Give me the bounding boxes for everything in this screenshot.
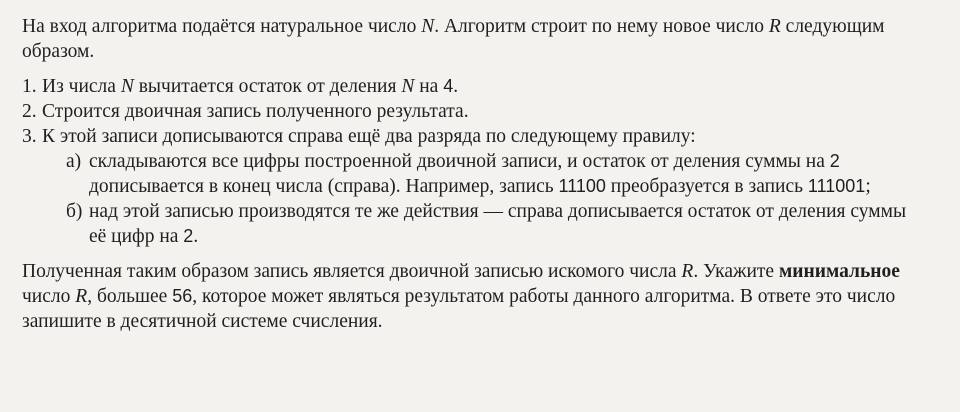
sub-step-text: . <box>193 226 199 247</box>
sub-step-text: преобразуется в запись <box>605 176 808 197</box>
algorithm-steps <box>22 74 920 249</box>
question-text: , большее <box>87 286 173 307</box>
intro-text: На вход алгоритма подаётся натуральное число <box>22 16 422 37</box>
step-text: Строится двоичная запись полученного результата. <box>42 101 469 122</box>
step-text: Из числа <box>42 76 121 97</box>
step-number: 1. <box>22 76 37 97</box>
question-text: Полученная таким образом запись является двоичной записью искомого числа <box>22 261 682 282</box>
sub-step-text: ; <box>865 176 871 197</box>
example-output: 111001 <box>807 176 866 196</box>
step-text: К этой записи дописываются справа ещё два разряда по следующему правилу: <box>42 126 696 147</box>
example-input: 11100 <box>558 176 606 196</box>
sub-step-letter: б) <box>66 201 83 222</box>
question-text: , которое может являться результатом работы данного алгоритма. В ответе это число запишите в десятичной системе счисления. <box>22 286 896 332</box>
variable-n: N <box>120 76 134 97</box>
step-number: 2. <box>22 101 37 122</box>
step-number: 3. <box>22 126 37 147</box>
sub-steps <box>42 149 920 249</box>
step-2 <box>22 99 920 124</box>
sub-step-letter: а) <box>66 151 82 172</box>
variable-n: N <box>401 76 415 97</box>
sub-step-b <box>66 199 920 249</box>
intro-text: следующим образом. <box>22 16 885 62</box>
question-text: число <box>22 286 76 307</box>
variable-r: R <box>768 16 781 37</box>
step-1 <box>22 74 920 99</box>
sub-step-a <box>66 149 920 199</box>
step-number-value: 4 <box>443 76 454 96</box>
sub-step-text: дописывается в конец числа (справа). Например, запись <box>89 176 559 197</box>
step-text: на <box>414 76 444 97</box>
threshold-number: 56 <box>172 286 193 306</box>
question-paragraph <box>22 259 920 334</box>
sub-step-text: складываются все цифры построенной двоичной записи, и остаток от деления суммы на <box>89 151 830 172</box>
variable-r: R <box>681 261 694 282</box>
step-text: вычитается остаток от деления <box>133 76 402 97</box>
intro-text: . Алгоритм строит по нему новое число <box>434 16 769 37</box>
sub-step-number: 2 <box>183 226 194 246</box>
variable-r: R <box>75 286 88 307</box>
sub-step-text: над этой записью производятся те же действия — справа дописывается остаток от деления суммы её цифр на <box>89 201 907 247</box>
emphasis-word: минимальное <box>778 261 900 282</box>
question-text: . Укажите <box>693 261 779 282</box>
step-text: . <box>453 76 459 97</box>
intro-paragraph <box>22 14 920 64</box>
variable-n: N <box>421 16 435 37</box>
step-3 <box>22 124 920 249</box>
sub-step-number: 2 <box>829 151 840 171</box>
